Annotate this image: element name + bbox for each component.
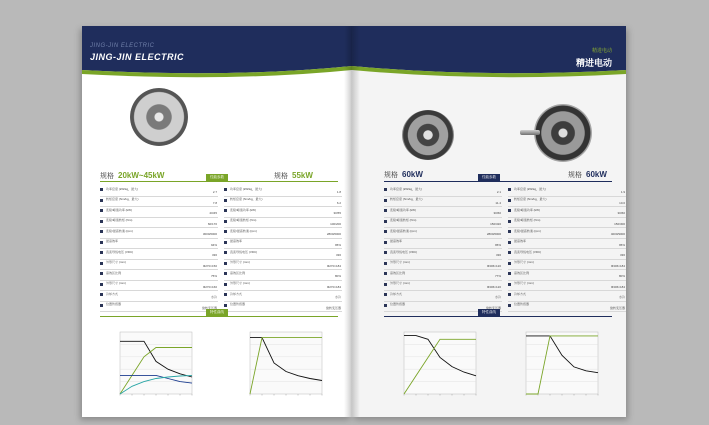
spec-row <box>224 249 342 260</box>
spec-name: 连续/峰值转矩 (Nm) <box>106 218 133 222</box>
spec-value: 2800/6000 <box>486 232 501 236</box>
spec-name: 功率密度 (kW/kg，最大) <box>514 186 547 191</box>
bullet-square-icon <box>508 230 511 233</box>
spec-row <box>224 260 342 271</box>
spec-value: 95% <box>494 242 501 247</box>
spec-value: 60/170 <box>207 221 217 226</box>
bullet-square-icon <box>224 304 227 307</box>
spec-name: 转矩密度 (Nm/kg，最大) <box>106 197 139 201</box>
spec-value: Φ306×120 <box>486 284 501 289</box>
spec-row <box>100 207 218 218</box>
spec-name: 转矩密度 (Nm/kg，最大) <box>390 197 423 201</box>
spec-value: 旋转变压器 <box>485 305 501 310</box>
spec-row <box>100 239 218 250</box>
brand-ghost: JING-JIN ELECTRIC <box>90 43 155 49</box>
bullet-square-icon <box>224 199 227 202</box>
spec-value: 336 <box>335 253 341 257</box>
spec-name: 外形尺寸 (mm) <box>230 281 250 285</box>
spec-name: 冷却方式 <box>390 291 403 296</box>
spec-list-c <box>384 186 502 312</box>
spec-value: 旋转变压器 <box>201 305 217 310</box>
spec-name: 外形尺寸 (mm) <box>106 260 126 264</box>
spec-name: 冷却方式 <box>230 291 243 296</box>
spec-row <box>508 218 626 229</box>
spec-name: 冷却方式 <box>514 291 527 296</box>
spec-name: 连续/峰值功率 (kW) <box>230 207 256 212</box>
brand-logo-cn: 精进电动 <box>575 58 612 68</box>
spec-row <box>224 228 342 239</box>
spec-row <box>508 260 626 271</box>
spec-name: 最高效率 <box>514 239 527 243</box>
spec-name: 外形尺寸 (mm) <box>106 281 126 285</box>
spec-value: 80% <box>334 274 341 278</box>
bullet-square-icon <box>100 199 103 202</box>
spec-name: 转矩密度 (Nm/kg，最大) <box>514 197 547 201</box>
spec-name: 位置传感器 <box>106 302 122 306</box>
spec-name: 高效区比例 <box>230 270 246 275</box>
bullet-square-icon <box>100 272 103 275</box>
bullet-square-icon <box>508 293 511 296</box>
bullet-square-icon <box>384 241 387 244</box>
spec-row <box>224 239 342 250</box>
curve-tag-left: 特性曲线 <box>206 309 228 316</box>
spec-value: 水冷 <box>210 295 217 299</box>
spec-row <box>384 239 502 250</box>
characteristic-chart-4 <box>518 324 602 402</box>
brand-logo-en: JING-JIN ELECTRIC <box>90 52 185 62</box>
spec-row <box>100 291 218 302</box>
curve-rule-left <box>100 316 338 317</box>
spec-value: 336 <box>211 253 217 257</box>
spec-value: Φ306×184 <box>610 284 625 289</box>
spec-row <box>384 218 502 229</box>
spec-name: 直流母线电压 (VDC) <box>230 249 258 254</box>
spec-name: 直流母线电压 (VDC) <box>106 249 134 254</box>
bullet-square-icon <box>384 199 387 202</box>
spec-tag-left: 性能参数 <box>206 174 228 181</box>
bullet-square-icon <box>508 251 511 254</box>
spec-value: 20/45 <box>209 211 217 215</box>
spec-list-a <box>100 186 218 312</box>
spec-name: 外形尺寸 (mm) <box>390 281 410 285</box>
characteristic-chart-2 <box>242 324 326 402</box>
spec-name: 连续/峰值功率 (kW) <box>514 207 540 212</box>
bullet-square-icon <box>100 230 103 233</box>
spec-rule-left <box>100 181 338 182</box>
spec-name: 直流母线电压 (VDC) <box>390 249 418 254</box>
spec-row <box>224 291 342 302</box>
bullet-square-icon <box>224 241 227 244</box>
right-page <box>352 26 626 417</box>
spec-value: 30/60 <box>493 211 501 215</box>
spec-name: 最高效率 <box>390 239 403 243</box>
bullet-square-icon <box>224 230 227 233</box>
bullet-square-icon <box>384 293 387 296</box>
motor-shaft <box>520 130 540 135</box>
spec-list-d <box>508 186 626 312</box>
spec-value: 10.0 <box>619 200 625 205</box>
bullet-square-icon <box>224 188 227 191</box>
spec-row <box>100 302 218 313</box>
spec-row <box>100 281 218 292</box>
brand-cn-small: 精进电动 <box>591 48 612 54</box>
spec-row <box>384 270 502 281</box>
bullet-square-icon <box>100 293 103 296</box>
spec-name: 连续/峰值转矩 (Nm) <box>230 218 257 222</box>
bullet-square-icon <box>384 188 387 191</box>
spec-value: 100/200 <box>330 221 341 226</box>
spec-row <box>384 260 502 271</box>
spec-name: 功率密度 (kW/kg，最大) <box>390 186 423 191</box>
spec-value: 80% <box>618 274 625 278</box>
spec-row <box>100 260 218 271</box>
spec-name: 连续/峰值功率 (kW) <box>106 207 132 212</box>
spec-name: 连续/最高转速 (rpm) <box>390 228 417 233</box>
spec-value: 336 <box>619 253 625 257</box>
spec-name: 连续/最高转速 (rpm) <box>106 228 133 233</box>
spec-name: 连续/峰值功率 (kW) <box>390 207 416 212</box>
spec-name: 高效区比例 <box>106 270 122 275</box>
spec-name: 直流母线电压 (VDC) <box>514 249 542 254</box>
plot-area <box>404 332 476 394</box>
spec-row <box>100 249 218 260</box>
bullet-square-icon <box>508 188 511 191</box>
spec-row <box>384 281 502 292</box>
bullet-square-icon <box>100 241 103 244</box>
spec-value: 150/320 <box>490 221 501 226</box>
bullet-square-icon <box>224 262 227 265</box>
spec-row <box>100 218 218 229</box>
bullet-square-icon <box>384 272 387 275</box>
model-title-d: 规格 60kW <box>568 170 607 179</box>
spec-value: Φ270×184 <box>326 263 341 268</box>
bullet-square-icon <box>508 262 511 265</box>
spec-value: 2.7 <box>212 190 217 194</box>
characteristic-chart-1 <box>112 324 196 402</box>
motor-image-60kw-a <box>402 110 454 160</box>
bullet-square-icon <box>384 251 387 254</box>
spec-value: 75% <box>210 274 217 278</box>
model-title-c: 规格 60kW <box>384 170 423 179</box>
spec-name: 外形尺寸 (mm) <box>514 260 534 264</box>
spec-value: 旋转变压器 <box>325 305 341 310</box>
spec-name: 位置传感器 <box>230 302 246 306</box>
left-page <box>82 26 352 417</box>
spec-value: 77% <box>494 274 501 278</box>
spec-row <box>100 270 218 281</box>
bullet-square-icon <box>384 230 387 233</box>
bullet-square-icon <box>100 188 103 191</box>
spec-row <box>508 186 626 197</box>
spec-value: 4000/9000 <box>610 232 625 236</box>
spec-value: 7.8 <box>212 200 217 205</box>
spec-name: 连续/最高转速 (rpm) <box>230 228 257 233</box>
spec-name: 外形尺寸 (mm) <box>514 281 534 285</box>
spec-value: 95% <box>334 242 341 247</box>
spec-name: 冷却方式 <box>106 291 119 296</box>
spec-row <box>224 197 342 208</box>
bullet-square-icon <box>224 251 227 254</box>
spec-value: 旋转变压器 <box>609 305 625 310</box>
bullet-square-icon <box>384 283 387 286</box>
bullet-square-icon <box>224 209 227 212</box>
bullet-square-icon <box>100 304 103 307</box>
bullet-square-icon <box>100 251 103 254</box>
spec-value: Φ306×120 <box>486 263 501 268</box>
bullet-square-icon <box>100 209 103 212</box>
spec-value: 11.4 <box>495 200 501 205</box>
bullet-square-icon <box>508 209 511 212</box>
spec-row <box>508 270 626 281</box>
spec-list-b <box>224 186 342 312</box>
spec-row <box>384 186 502 197</box>
spec-row <box>224 207 342 218</box>
spec-value: Φ306×184 <box>610 263 625 268</box>
bullet-square-icon <box>384 304 387 307</box>
spec-name: 功率密度 (kW/kg，最大) <box>230 186 263 191</box>
spec-name: 最高效率 <box>106 239 119 243</box>
spec-name: 高效区比例 <box>390 270 406 275</box>
spec-name: 位置传感器 <box>514 302 530 306</box>
spec-name: 功率密度 (kW/kg，最大) <box>106 186 139 191</box>
spec-name: 外形尺寸 (mm) <box>230 260 250 264</box>
bullet-square-icon <box>384 209 387 212</box>
spec-row <box>100 197 218 208</box>
spec-value: 30/55 <box>333 211 341 215</box>
spec-row <box>508 281 626 292</box>
spec-row <box>384 228 502 239</box>
spec-row <box>224 186 342 197</box>
bullet-square-icon <box>100 220 103 223</box>
spec-name: 最高效率 <box>230 239 243 243</box>
bullet-square-icon <box>224 293 227 296</box>
spec-value: 水冷 <box>494 295 501 299</box>
spec-name: 连续/峰值转矩 (Nm) <box>514 218 541 222</box>
bullet-square-icon <box>508 199 511 202</box>
bullet-square-icon <box>508 272 511 275</box>
spec-row <box>508 291 626 302</box>
spec-row <box>224 302 342 313</box>
spec-value: 95% <box>618 242 625 247</box>
bullet-square-icon <box>508 241 511 244</box>
spec-value: 3000/6000 <box>202 232 217 236</box>
spec-value: 水冷 <box>334 295 341 299</box>
bullet-square-icon <box>100 262 103 265</box>
model-title-a: 规格 20kW~45kW <box>100 171 165 180</box>
spec-row <box>224 218 342 229</box>
spec-value: 2800/6000 <box>326 232 341 236</box>
bullet-square-icon <box>384 262 387 265</box>
bullet-square-icon <box>100 283 103 286</box>
bullet-square-icon <box>224 283 227 286</box>
motor-image <box>130 88 188 146</box>
spec-row <box>508 197 626 208</box>
spec-value: 水冷 <box>618 295 625 299</box>
bullet-square-icon <box>508 283 511 286</box>
spec-value: 336 <box>495 253 501 257</box>
spec-value: 1.9 <box>620 190 625 194</box>
characteristic-chart-3 <box>396 324 480 402</box>
bullet-square-icon <box>508 304 511 307</box>
spec-row <box>384 207 502 218</box>
curve-rule-right <box>384 316 612 317</box>
spec-row <box>508 302 626 313</box>
spec-row <box>384 197 502 208</box>
spec-value: 94% <box>210 242 217 247</box>
spec-value: 30/60 <box>617 211 625 215</box>
spec-rule-right <box>384 181 612 182</box>
spec-name: 外形尺寸 (mm) <box>390 260 410 264</box>
spec-name: 连续/峰值转矩 (Nm) <box>390 218 417 222</box>
spec-row <box>508 239 626 250</box>
spec-row <box>508 207 626 218</box>
plot-area <box>526 332 598 394</box>
spec-name: 高效区比例 <box>514 270 530 275</box>
spec-row <box>224 270 342 281</box>
spec-row <box>384 291 502 302</box>
spec-row <box>384 249 502 260</box>
header-band-right <box>352 26 626 78</box>
spec-name: 位置传感器 <box>390 302 406 306</box>
spec-row <box>100 228 218 239</box>
spec-value: Φ270×150 <box>202 263 217 268</box>
bullet-square-icon <box>384 220 387 223</box>
curve-tag-right: 特性曲线 <box>478 309 500 316</box>
bullet-square-icon <box>224 272 227 275</box>
spec-value: 6.2 <box>336 200 341 205</box>
spec-row <box>224 281 342 292</box>
spec-value: Φ270×184 <box>326 284 341 289</box>
model-title-b: 规格 55kW <box>274 171 313 180</box>
spec-value: 1.8 <box>336 190 341 194</box>
spec-name: 连续/最高转速 (rpm) <box>514 228 541 233</box>
spec-value: 150/300 <box>614 221 625 226</box>
bullet-square-icon <box>508 220 511 223</box>
spec-tag-right: 性能参数 <box>478 174 500 181</box>
bullet-square-icon <box>224 220 227 223</box>
spec-value: 2.1 <box>496 190 501 194</box>
spec-row <box>100 186 218 197</box>
motor-image-60kw-b <box>534 104 592 162</box>
spec-value: Φ270×160 <box>202 284 217 289</box>
spec-row <box>508 249 626 260</box>
spec-row <box>508 228 626 239</box>
spec-name: 转矩密度 (Nm/kg，最大) <box>230 197 263 201</box>
